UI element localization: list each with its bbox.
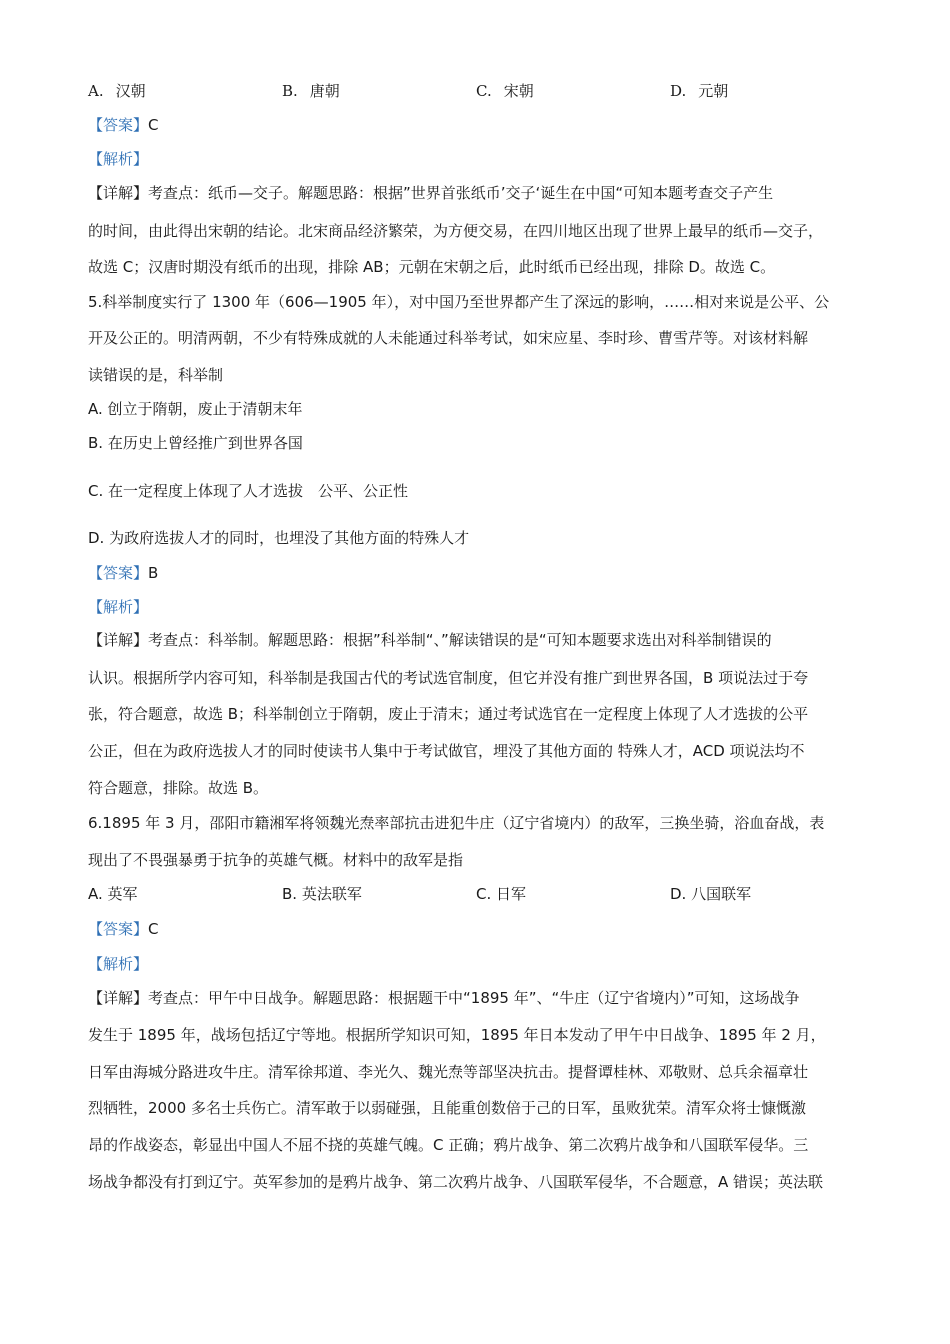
q6-detail-line: 场战争都没有打到辽宁。英军参加的是鸦片战争、第二次鸦片战争、八国联军侵华，不合题意，A 错误；英法联 <box>88 1173 824 1191</box>
q5-analysis-heading: 【解析】 <box>88 598 149 616</box>
q6-detail-line: 【详解】考查点：甲午中日战争。解题思路：根据题干中“1895 年”、“牛庄（辽宁省境内）”可知，这场战争 <box>88 989 800 1007</box>
q5-stem-line: 5.科举制度实行了 1300 年（606—1905 年），对中国乃至世界都产生了深远的影响，……相对来说是公平、公 <box>88 293 830 311</box>
q6-analysis-heading: 【解析】 <box>88 955 149 973</box>
q4-detail-line: 的时间，由此得出宋朝的结论。北宋商品经济繁荣，为方便交易，在四川地区出现了世界上最早的纸币—交子， <box>88 222 824 240</box>
q5-stem-line: 读错误的是，科举制 <box>88 366 224 384</box>
q6-detail-line: 日军由海城分路进攻牛庄。清军徐邦道、李光久、魏光焘等部坚决抗击。提督谭桂林、邓敬财、总兵余福章壮 <box>88 1063 809 1081</box>
q5-detail-line: 【详解】考查点：科举制。解题思路：根据”科举制“、”解读错误的是“可知本题要求选出对科举制错误的 <box>88 631 772 649</box>
q6-answer: 【答案】C <box>88 920 159 938</box>
q6-stem-line: 现出了不畏强暴勇于抗争的英雄气概。材料中的敌军是指 <box>88 851 464 869</box>
q4-analysis-heading: 【解析】 <box>88 150 149 168</box>
q4-options <box>88 81 868 101</box>
q5-detail-line: 符合题意，排除。故选 B。 <box>88 779 269 797</box>
q5-detail-line: 张，符合题意，故选 B；科举制创立于隋朝，废止于清末；通过考试选官在一定程度上体现了人才选拔的公平 <box>88 705 809 723</box>
q4-option-c: C. 宋朝 <box>476 82 534 100</box>
q6-option-a: A. 英军 <box>88 885 138 903</box>
q5-option-a: A. 创立于隋朝，废止于清朝末年 <box>88 400 303 418</box>
q6-detail-line: 烈牺牲，2000 多名士兵伤亡。清军敢于以弱碰强，且能重创数倍于己的日军，虽败犹荣。清军众将士慷慨激 <box>88 1099 806 1117</box>
q4-detail-line: 故选 C；汉唐时期没有纸币的出现，排除 AB；元朝在宋朝之后，此时纸币已经出现，排除 D。故选 C。 <box>88 258 776 276</box>
q5-detail-line: 公正，但在为政府选拔人才的同时使读书人集中于考试做官，埋没了其他方面的 特殊人才，ACD 项说法均不 <box>88 742 805 760</box>
q6-detail-line: 昂的作战姿态，彰显出中国人不屈不挠的英雄气魄。C 正确；鸦片战争、第二次鸦片战争和八国联军侵华。三 <box>88 1136 809 1154</box>
q4-answer: 【答案】C <box>88 116 159 134</box>
q5-option-b: B. 在历史上曾经推广到世界各国 <box>88 434 303 452</box>
q4-option-a: A. 汉朝 <box>88 82 146 100</box>
detail-tag: 【详解】 <box>88 631 149 649</box>
q5-option-d: D. 为政府选拔人才的同时，也埋没了其他方面的特殊人才 <box>88 529 470 547</box>
q5-option-c: C. 在一定程度上体现了人才选拔 公平、公正性 <box>88 482 409 500</box>
q6-options <box>88 884 868 904</box>
q4-detail-line: 【详解】考查点：纸币—交子。解题思路：根据”世界首张纸币’交子‘诞生在中国“可知本题考查交子产生 <box>88 184 774 202</box>
q6-detail-line: 发生于 1895 年，战场包括辽宁等地。根据所学知识可知，1895 年日本发动了甲午中日战争、1895 年 2 月， <box>88 1026 826 1044</box>
q6-option-d: D. 八国联军 <box>670 885 752 903</box>
q5-answer: 【答案】B <box>88 564 159 582</box>
q6-stem-line: 6.1895 年 3 月，邵阳市籍湘军将领魏光焘率部抗击进犯牛庄（辽宁省境内）的敌军，三换坐骑，浴血奋战，表 <box>88 814 825 832</box>
q6-option-c: C. 日军 <box>476 885 527 903</box>
q5-stem-line: 开及公正的。明清两朝，不少有特殊成就的人未能通过科举考试，如宋应星、李时珍、曹雪芹等。对该材料解 <box>88 329 809 347</box>
q4-option-d: D. 元朝 <box>670 82 729 100</box>
q4-option-b: B. 唐朝 <box>282 82 340 100</box>
q5-detail-line: 认识。根据所学内容可知，科举制是我国古代的考试选官制度，但它并没有推广到世界各国，B 项说法过于夸 <box>88 669 809 687</box>
detail-tag: 【详解】 <box>88 989 149 1007</box>
detail-tag: 【详解】 <box>88 184 149 202</box>
q6-option-b: B. 英法联军 <box>282 885 362 903</box>
